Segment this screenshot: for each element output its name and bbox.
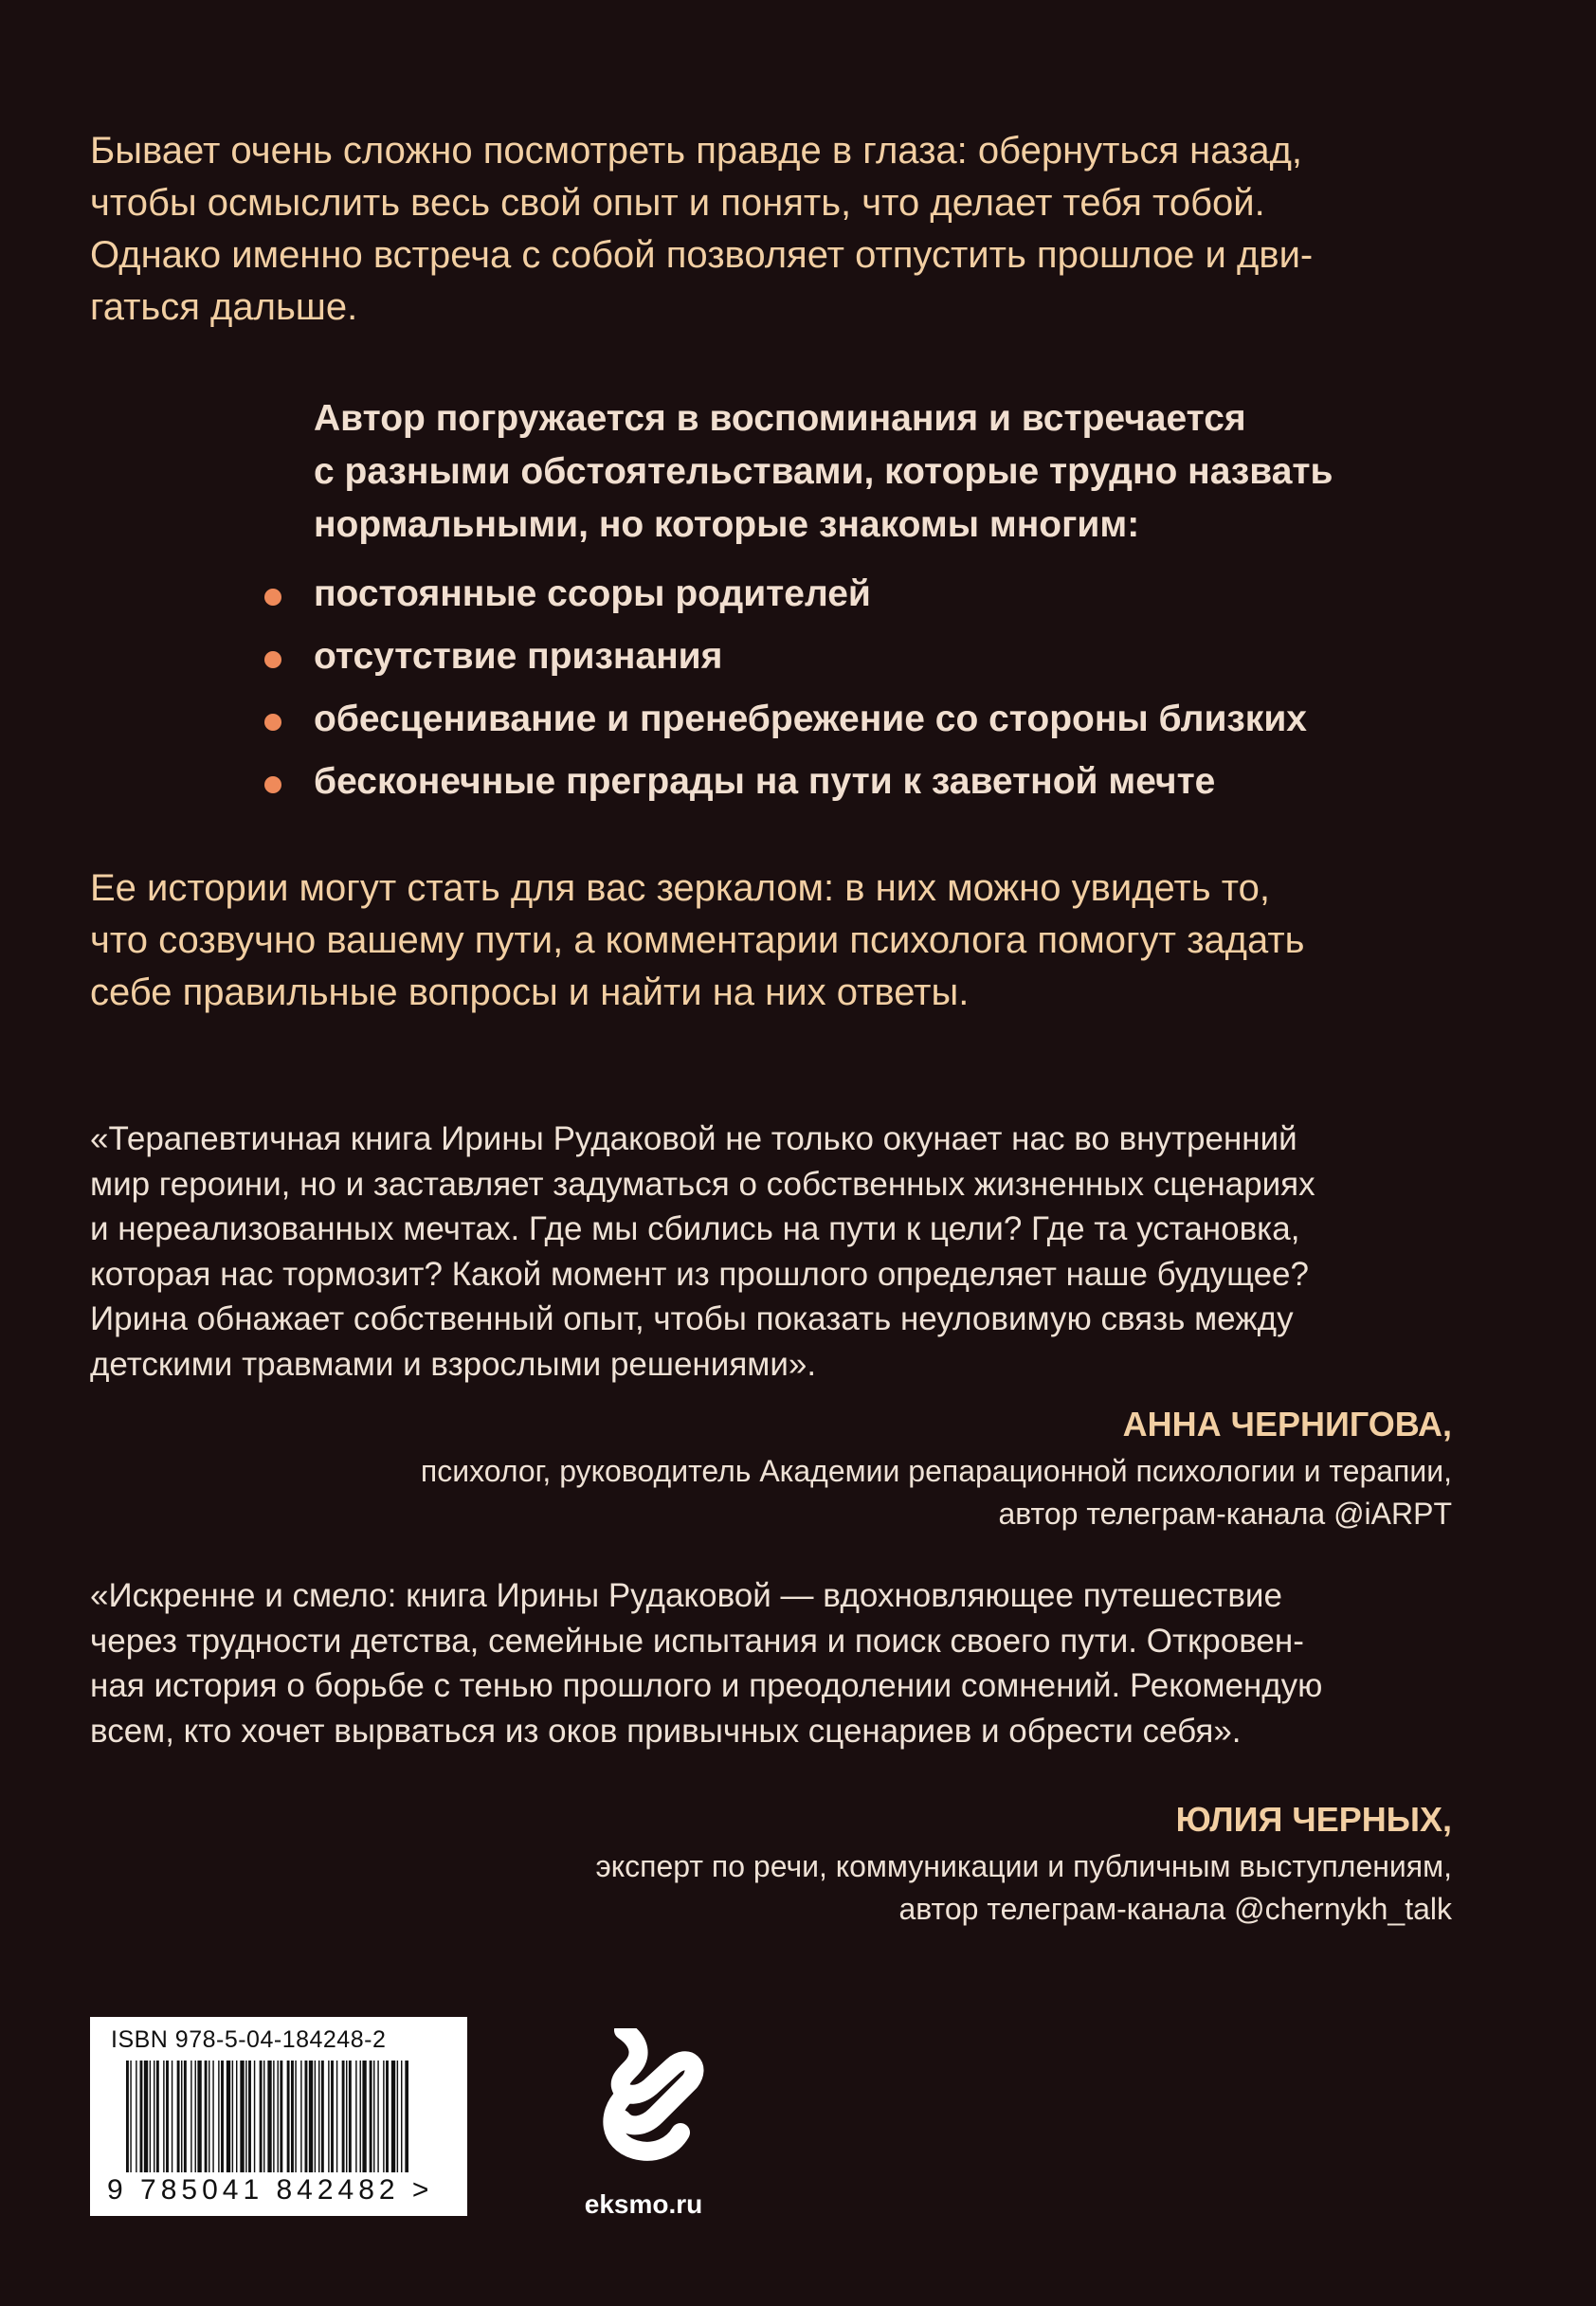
list-item-label: отсутствие признания <box>314 636 723 677</box>
review-author-chernykh: ЮЛИЯ ЧЕРНЫХ, <box>1175 1800 1452 1839</box>
eksmo-logo-icon <box>582 2028 705 2161</box>
isbn-barcode-block <box>90 2017 467 2216</box>
outro-paragraph: Ее истории могут стать для вас зеркалом: в них можно увидеть то, что созвучно вашему пути, а комментарии психолога помогут задать себе правильные вопросы и найти на них ответы. <box>90 867 1305 1013</box>
feature-list <box>314 563 1498 813</box>
list-item <box>314 688 1498 751</box>
list-item <box>314 751 1498 813</box>
review-author-chernigova: АННА ЧЕРНИГОВА, <box>1122 1405 1452 1444</box>
barcode-icon <box>124 2061 408 2172</box>
review-credit-chernykh: эксперт по речи, коммуникации и публичным выступлениям, автор телеграм-канала @chernykh_talk <box>595 1849 1452 1926</box>
bullet-icon <box>264 589 281 606</box>
intro-paragraph: Бывает очень сложно посмотреть правде в глаза: обернуться назад, чтобы осмыслить весь свой опыт и понять, что делает тебя тобой. Однако именно встреча с собой позволяет отпустить прошлое и дви- гаться дальше. <box>90 130 1314 328</box>
list-item <box>314 626 1498 688</box>
review-quote-chernykh: «Искренне и смело: книга Ирины Рудаковой — вдохновляющее путешествие через трудности детства, семейные испытания и поиск своего пути. Откровен- ная история о борьбе с тенью прошлого и преодолении сомнений. Рекомендую всем, кто хочет вырваться из оков привычных сценариев и обрести себя». <box>90 1577 1323 1750</box>
bullet-icon <box>264 776 281 793</box>
publisher-site: eksmo.ru <box>584 2189 703 2219</box>
list-item <box>314 563 1498 626</box>
list-item-label: бесконечные преграды на пути к заветной мечте <box>314 761 1216 802</box>
bullet-icon <box>264 714 281 731</box>
review-quote-chernigova: «Терапевтичная книга Ирины Рудаковой не только окунает нас во внутренний мир героини, но и заставляет задуматься о собственных жизненных сценариях и нереализованных мечтах. Где мы сбились на пути к цели? Где та установка, которая нас тормозит? Какой момент из прошлого определяет наше будущее? Ирина обнажает собственный опыт, чтобы показать неуловимую связь между детскими травмами и взрослыми решениями». <box>90 1120 1315 1383</box>
bullet-icon <box>264 651 281 668</box>
list-item-label: обесценивание и пренебрежение со стороны близких <box>314 699 1307 739</box>
feature-lead: Автор погружается в воспоминания и встречается с разными обстоятельствами, которые трудно назвать нормальными, но которые знакомы многим: <box>314 398 1333 545</box>
isbn-label: ISBN 978-5-04-184248-2 <box>111 2026 387 2053</box>
review-credit-chernigova: психолог, руководитель Академии репарационной психологии и терапии, автор телеграм-канала @iARPT <box>420 1454 1452 1531</box>
list-item-label: постоянные ссоры родителей <box>314 573 871 614</box>
barcode-digits: 9 785041 842482 > <box>107 2174 434 2206</box>
